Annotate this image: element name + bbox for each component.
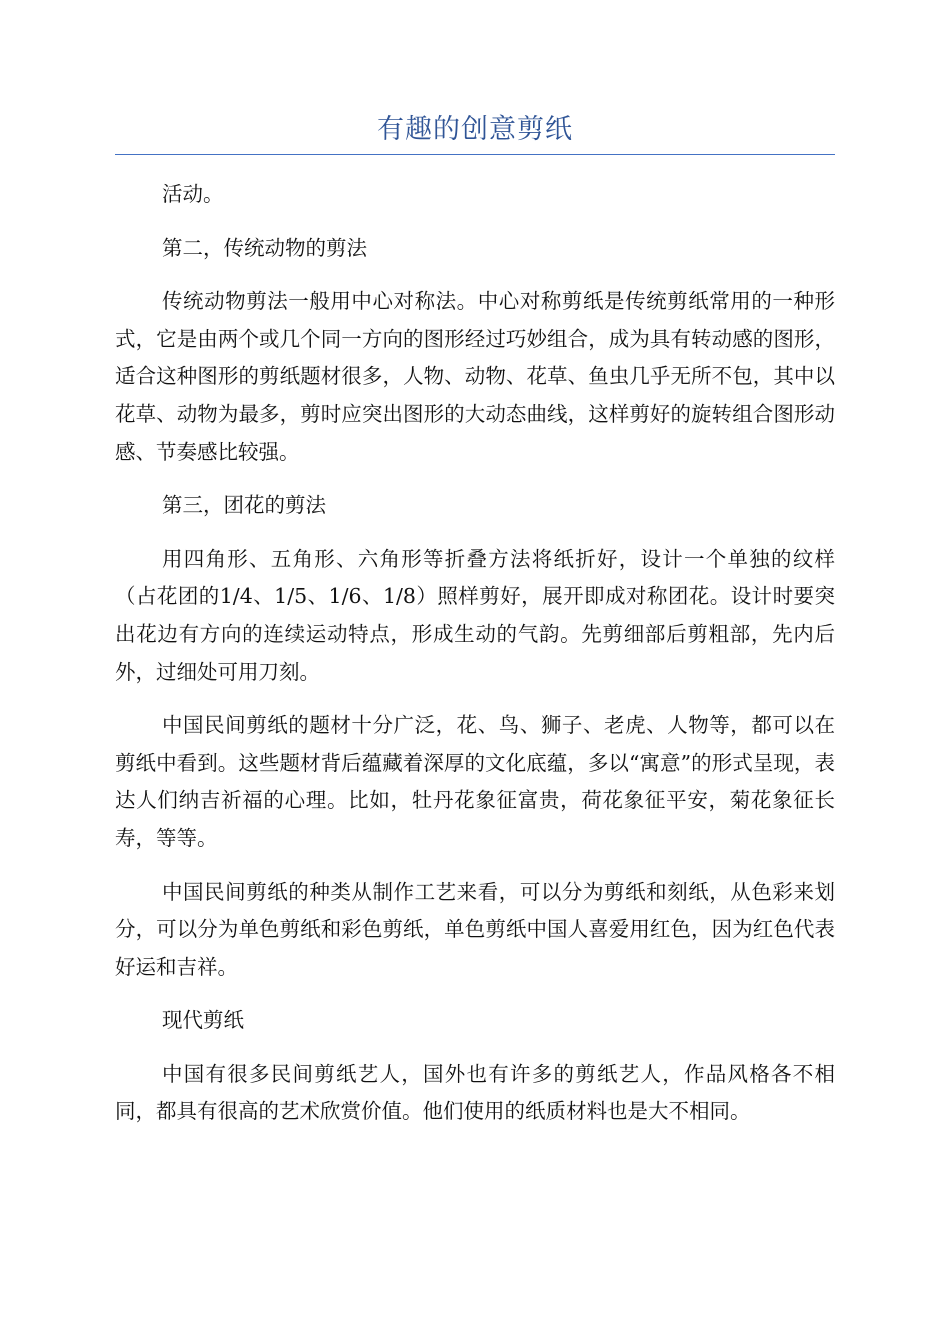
section-heading: 第二，传统动物的剪法 [162,235,367,260]
paragraph: 活动。 [162,182,224,206]
document-body [115,176,835,1147]
section-heading: 第三，团花的剪法 [162,493,326,518]
paragraph: 中国民间剪纸的种类从制作工艺来看，可以分为剪纸和刻纸，从色彩来划分，可以分为单色剪纸和彩色剪纸，单色剪纸中国人喜爱用红色，因为红色代表好运和吉祥。 [115,879,835,979]
paragraph: 中国民间剪纸的题材十分广泛，花、鸟、狮子、老虎、人物等，都可以在剪纸中看到。这些题材背后蕴藏着深厚的文化底蕴，多以“寓意”的形式呈现，表达人们纳吉祈福的心理。比如，牡丹花象征富贵，荷花象征平安，菊花象征长寿，等等。 [115,713,835,850]
section-heading: 现代剪纸 [162,1008,244,1033]
paragraph: 用四角形、五角形、六角形等折叠方法将纸折好，设计一个单独的纹样（占花团的1/4、1/5、1/6、1/8）照样剪好，展开即成对称团花。设计时要突出花边有方向的连续运动特点，形成生动的气韵。先剪细部后剪粗部，先内后外，过细处可用刀刻。 [115,546,835,684]
document-title: 有趣的创意剪纸 [377,114,573,145]
paragraph: 传统动物剪法一般用中心对称法。中心对称剪纸是传统剪纸常用的一种形式，它是由两个或几个同一方向的图形经过巧妙组合，成为具有转动感的图形，适合这种图形的剪纸题材很多，人物、动物、花草、鱼虫几乎无所不包，其中以花草、动物为最多，剪时应突出图形的大动态曲线，这样剪好的旋转组合图形动感、节奏感比较强。 [115,289,835,464]
document-header [115,110,835,150]
paragraph: 中国有很多民间剪纸艺人，国外也有许多的剪纸艺人，作品风格各不相同，都具有很高的艺术欣赏价值。他们使用的纸质材料也是大不相同。 [115,1061,835,1124]
title-underline [115,154,835,155]
